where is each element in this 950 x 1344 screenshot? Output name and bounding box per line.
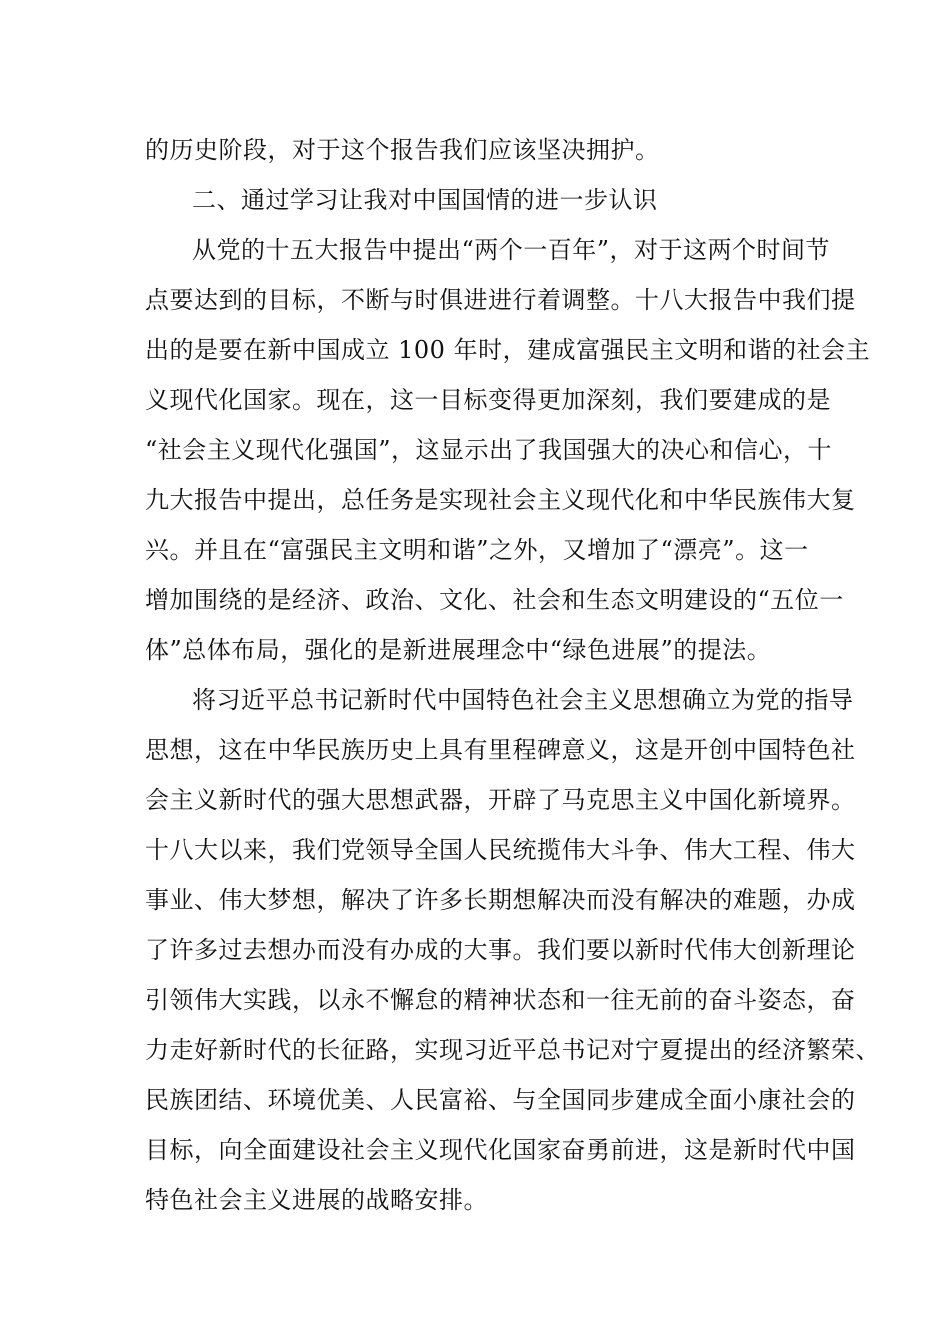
text-line: 兴。并且在“富强民主文明和谐”之外，又增加了“漂亮”。这一 [145, 536, 809, 564]
text-line: 出的是要在新中国成立 100 年时，建成富强民主文明和谐的社会主 [145, 336, 871, 364]
text-line: 思想，这在中华民族历史上具有里程碑意义，这是开创中国特色社 [145, 736, 856, 764]
text-line: 将习近平总书记新时代中国特色社会主义思想确立为党的指导 [192, 686, 854, 714]
text-line: 力走好新时代的长征路，实现习近平总书记对宁夏提出的经济繁荣、 [145, 1036, 880, 1064]
text-line: 了许多过去想办而没有办成的大事。我们要以新时代伟大创新理论 [145, 936, 856, 964]
text-line: 点要达到的目标，不断与时俱进进行着调整。十八大报告中我们提 [145, 286, 856, 314]
text-line: 体”总体布局，强化的是新进展理念中“绿色进展”的提法。 [145, 636, 772, 664]
text-line: 从党的十五大报告中提出“两个一百年”，对于这两个时间节 [192, 236, 831, 264]
text-line: 九大报告中提出，总任务是实现社会主义现代化和中华民族伟大复 [145, 486, 856, 514]
text-line: 的历史阶段，对于这个报告我们应该坚决拥护。 [145, 136, 660, 164]
text-line: 特色社会主义进展的战略安排。 [145, 1186, 488, 1214]
text-line: 事业、伟大梦想，解决了许多长期想解决而没有解决的难题，办成 [145, 886, 856, 914]
text-line: 十八大以来，我们党领导全国人民统揽伟大斗争、伟大工程、伟大 [145, 836, 856, 864]
text-line: 引领伟大实践，以永不懈怠的精神状态和一往无前的奋斗姿态，奋 [145, 986, 856, 1014]
text-line: 会主义新时代的强大思想武器，开辟了马克思主义中国化新境界。 [145, 786, 856, 814]
text-line: 义现代化国家。现在，这一目标变得更加深刻，我们要建成的是 [145, 386, 831, 414]
section-heading: 二、通过学习让我对中国国情的进一步认识 [192, 186, 658, 214]
text-line: 民族团结、环境优美、人民富裕、与全国同步建成全面小康社会的 [145, 1086, 856, 1114]
text-line: 增加围绕的是经济、政治、文化、社会和生态文明建设的“五位一 [145, 586, 844, 614]
text-line: 目标，向全面建设社会主义现代化国家奋勇前进，这是新时代中国 [145, 1136, 856, 1164]
text-line: “社会主义现代化强国”，这显示出了我国强大的决心和信心，十 [145, 436, 833, 464]
